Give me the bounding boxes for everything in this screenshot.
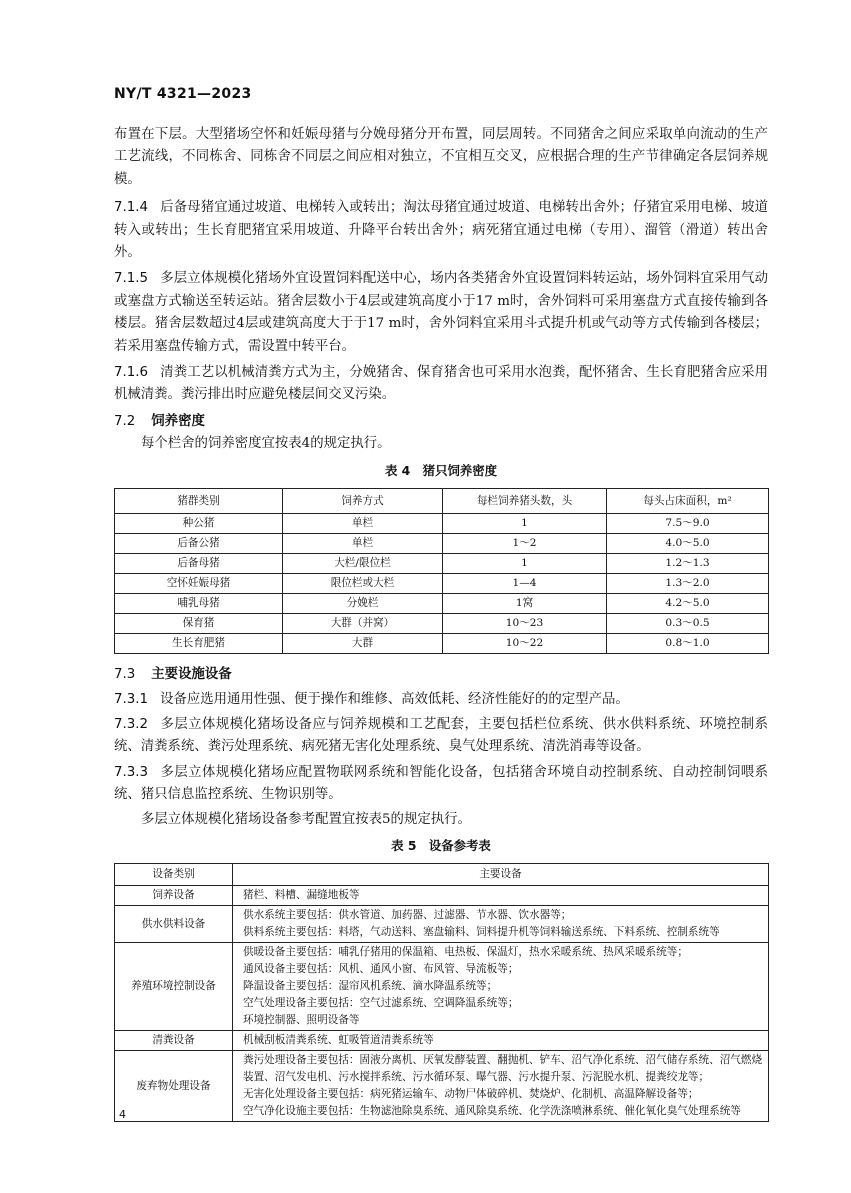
clause-number: 7.1.4 xyxy=(114,200,149,216)
table-cell: 种公猪 xyxy=(115,514,283,534)
table-cell: 4.2～5.0 xyxy=(607,594,769,614)
table-cell: 1 xyxy=(443,514,607,534)
page-number: 4 xyxy=(119,1108,126,1121)
section-7-2-text: 每个栏舍的饲养密度宜按表4的规定执行。 xyxy=(141,436,391,452)
clause-text: 多层立体规模化猪场应配置物联网系统和智能化设备，包括猪舍环境自动控制系统、自动控制饲喂系统、猪只信息监控系统、生物识别等。 xyxy=(114,764,768,803)
table-row xyxy=(115,534,769,554)
clause-7-1-6 xyxy=(114,362,768,407)
section-title: 饲养密度 xyxy=(151,413,205,429)
section-7-3-closing-text: 多层立体规模化猪场设备参考配置宜按表5的规定执行。 xyxy=(141,811,471,827)
equipment-line: 空气净化设施主要包括：生物滤池除臭系统、通风除臭系统、化学洗涤喷淋系统、催化氧化臭气处理系统等 xyxy=(243,1105,741,1118)
table-cell: 0.3～0.5 xyxy=(607,614,769,634)
clause-number: 7.3.3 xyxy=(114,764,149,780)
section-heading-7-3 xyxy=(114,664,768,686)
table-cell: 限位栏或大栏 xyxy=(283,574,443,594)
equipment-category: 饲养设备 xyxy=(115,886,233,906)
section-title: 主要设施设备 xyxy=(151,667,232,683)
table-cell: 7.5～9.0 xyxy=(607,514,769,534)
clause-7-1-4 xyxy=(114,197,768,264)
equipment-items xyxy=(233,886,769,906)
equipment-line: 供料系统主要包括：料塔，气动送料、塞盘输料、饲料提升机等饲料输送系统、下料系统、控制系统等 xyxy=(243,926,720,939)
table-cell: 大群 xyxy=(283,634,443,654)
table-cell: 分娩栏 xyxy=(283,594,443,614)
table-cell: 后备公猪 xyxy=(115,534,283,554)
equipment-line: 通风设备主要包括：风机、通风小窗、布风管、导流板等； xyxy=(243,963,519,976)
equipment-items xyxy=(233,1031,769,1051)
table-4-caption: 表 4 猪只饲养密度 xyxy=(384,462,498,478)
equipment-line: 无害化处理设备主要包括：病死猪运输车、动物尸体破碎机、焚烧炉、化制机、高温降解设备等； xyxy=(243,1088,699,1101)
equipment-line: 供水系统主要包括：供水管道、加药器、过滤器、节水器、饮水器等； xyxy=(243,909,572,922)
clause-7-1-5 xyxy=(114,268,768,358)
table-row xyxy=(115,634,769,654)
table-5-caption: 表 5 设备参考表 xyxy=(391,837,491,853)
clause-number: 7.3.2 xyxy=(114,716,149,732)
table-cell: 4.0～5.0 xyxy=(607,534,769,554)
column-header: 猪群类别 xyxy=(115,489,283,514)
column-header: 主要设备 xyxy=(233,864,769,886)
table-cell: 1.3～2.0 xyxy=(607,574,769,594)
table-cell: 10～22 xyxy=(443,634,607,654)
clause-number: 7.1.5 xyxy=(114,271,149,287)
equipment-category: 供水供料设备 xyxy=(115,906,233,943)
section-number: 7.2 xyxy=(114,413,136,429)
table-cell: 大群（并窝） xyxy=(283,614,443,634)
equipment-category: 清粪设备 xyxy=(115,1031,233,1051)
equipment-items xyxy=(233,1051,769,1122)
clause-7-3-3 xyxy=(114,762,768,807)
table-5-equipment-reference xyxy=(114,863,769,1122)
table-row xyxy=(115,1051,769,1122)
equipment-line: 供暖设备主要包括：哺乳仔猪用的保温箱、电热板、保温灯，热水采暖系统、热风采暖系统等； xyxy=(243,946,688,959)
equipment-line: 环境控制器、照明设备等 xyxy=(243,1014,360,1027)
table-cell: 空怀妊娠母猪 xyxy=(115,574,283,594)
table-cell: 大栏/限位栏 xyxy=(283,554,443,574)
equipment-items xyxy=(233,906,769,943)
table-row xyxy=(115,1031,769,1051)
clause-text: 清粪工艺以机械清粪方式为主，分娩猪舍、保育猪舍也可采用水泡粪，配怀猪舍、生长育肥猪舍应采用机械清粪。粪污排出时应避免楼层间交叉污染。 xyxy=(114,365,768,403)
equipment-items xyxy=(233,943,769,1031)
table-cell: 1—4 xyxy=(443,574,607,594)
equipment-line: 粪污处理设备主要包括：固液分离机、厌氧发酵装置、翻抛机、铲车、沼气净化系统、沼气储存系统、沼气燃烧装置、沼气发电机、污水搅拌系统、污水循环泵、曝气器、污水提升泵、污泥脱水机、提粪绞龙等； xyxy=(243,1054,763,1084)
table-row xyxy=(115,554,769,574)
clause-text: 多层立体规模化猪场外宜设置饲料配送中心，场内各类猪舍外宜设置饲料转运站，场外饲料宜采用气动或塞盘方式输送至转运站。猪舍层数小于4层或建筑高度小于17 m时，舍外饲料可采用塞盘方式直接传输到各楼层。猪舍层数超过4层或建筑高度大于于17 m时，舍外饲料宜采用斗式提升机或气动等方式传输到各楼层；若采用塞盘传输方式，需设置中转平台。 xyxy=(114,271,768,354)
table-row xyxy=(115,943,769,1031)
table-cell: 哺乳母猪 xyxy=(115,594,283,614)
equipment-category: 废弃物处理设备 xyxy=(115,1051,233,1122)
clause-text: 设备应选用通用性强、便于操作和维修、高效低耗、经济性能好的的定型产品。 xyxy=(160,691,629,707)
section-number: 7.3 xyxy=(114,667,136,683)
table-cell: 单栏 xyxy=(283,514,443,534)
equipment-line: 机械刮板清粪系统、虹吸管道清粪系统等 xyxy=(243,1034,434,1047)
table-cell: 后备母猪 xyxy=(115,554,283,574)
equipment-category: 养殖环境控制设备 xyxy=(115,943,233,1031)
table-row xyxy=(115,906,769,943)
page-body xyxy=(114,124,768,1122)
table-row xyxy=(115,886,769,906)
table-header-row xyxy=(115,489,769,514)
table-cell: 10～23 xyxy=(443,614,607,634)
table-row xyxy=(115,614,769,634)
table-4-stocking-density xyxy=(114,488,769,654)
equipment-line: 猪栏、料槽、漏缝地板等 xyxy=(243,889,360,902)
table-cell: 1 xyxy=(443,554,607,574)
column-header: 每栏饲养猪头数，头 xyxy=(443,489,607,514)
clause-number: 7.1.6 xyxy=(114,365,149,381)
table-cell: 1.2～1.3 xyxy=(607,554,769,574)
column-header: 饲养方式 xyxy=(283,489,443,514)
table-row xyxy=(115,514,769,534)
column-header: 设备类别 xyxy=(115,864,233,886)
table-row xyxy=(115,594,769,614)
clause-text: 多层立体规模化猪场设备应与饲养规模和工艺配套，主要包括栏位系统、供水供料系统、环境控制系统、清粪系统、粪污处理系统、病死猪无害化处理系统、臭气处理系统、清洗消毒等设备。 xyxy=(114,716,768,755)
table-cell: 单栏 xyxy=(283,534,443,554)
equipment-line: 空气处理设备主要包括：空气过滤系统、空调降温系统等； xyxy=(243,997,519,1010)
column-header: 每头占床面积，m² xyxy=(607,489,769,514)
clause-text: 后备母猪宜通过坡道、电梯转入或转出；淘汰母猪宜通过坡道、电梯转出舍外；仔猪宜采用电梯、坡道转入或转出；生长育肥猪宜采用坡道、升降平台转出舍外；病死猪宜通过电梯（专用）、溜管（滑道）转出舍外。 xyxy=(114,200,768,261)
table-row xyxy=(115,574,769,594)
table-header-row xyxy=(115,864,769,886)
clause-7-3-2 xyxy=(114,714,768,759)
equipment-line: 降温设备主要包括：湿帘风机系统、滴水降温系统等； xyxy=(243,980,498,993)
table-cell: 0.8～1.0 xyxy=(607,634,769,654)
document-code: NY/T 4321—2023 xyxy=(114,86,252,102)
clause-7-3-1 xyxy=(114,689,768,711)
intro-paragraph: 布置在下层。大型猪场空怀和妊娠母猪与分娩母猪分开布置，同层周转。不同猪舍之间应采取单向流动的生产工艺流线，不同栋舍、同栋舍不同层之间应相对独立，不宜相互交叉，应根据合理的生产节律确定各层饲养规模。 xyxy=(114,127,768,187)
table-cell: 1窝 xyxy=(443,594,607,614)
table-cell: 保育猪 xyxy=(115,614,283,634)
section-heading-7-2 xyxy=(114,411,768,433)
table-cell: 生长育肥猪 xyxy=(115,634,283,654)
clause-number: 7.3.1 xyxy=(114,691,149,707)
table-cell: 1～2 xyxy=(443,534,607,554)
